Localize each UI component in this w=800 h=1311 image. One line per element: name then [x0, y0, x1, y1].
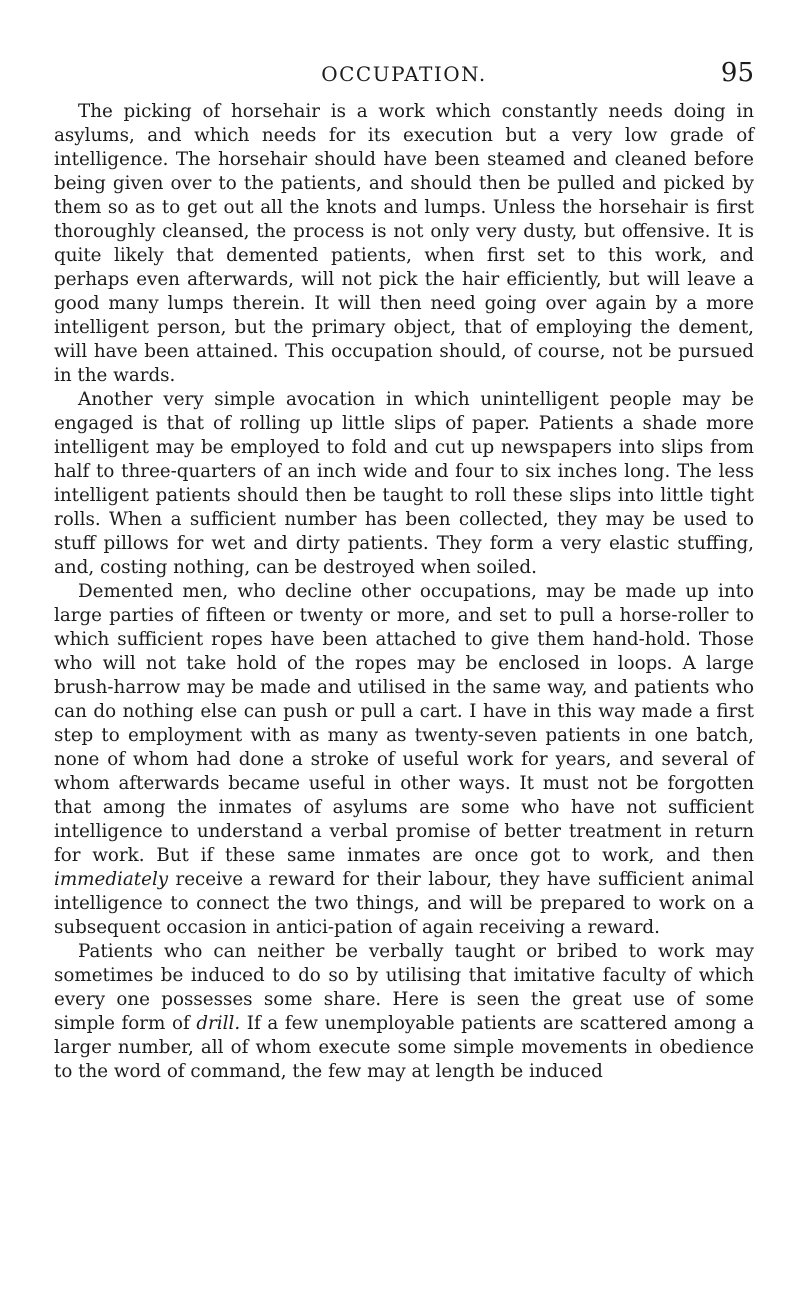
body-text [54, 100, 754, 1084]
paragraph-text: Demented men, who decline other occupations, may be made up into large parties of fifteen or twenty or more, and set to pull a horse-roller to which sufficient ropes have been attached to give them hand-hold. Those who will not take hold of the ropes may be enclosed in loops. A large brush-harrow may be made and utilised in the same way, and patients who can do nothing else can push or pull a cart. I have in this way made a first step to employment with as many as twenty-seven patients in one batch, none of whom had done a stroke of useful work for years, and several of whom afterwards became useful in other ways. It must not be forgotten that among the inmates of asylums are some who have not sufficient intelligence to understand a verbal promise of better treatment in return for work. But if these same inmates are once got to work, and then [54, 581, 754, 866]
running-head [54, 58, 754, 92]
chapter-title: OCCUPATION. [321, 62, 487, 86]
paragraph-text: If a few unemployable patients are scattered among a larger number, all of whom execute some simple movements in obedience to the word of command, the few may at length be induced [54, 1013, 754, 1082]
paragraph-demented-men [54, 580, 754, 940]
paragraph-horsehair: The picking of horsehair is a work which constantly needs doing in asylums, and which needs for its execution but a very low grade of intelligence. The horsehair should have been steamed and cleaned before being given over to the patients, and should then be pulled and picked by them so as to get out all the knots and lumps. Unless the horsehair is first thoroughly cleansed, the process is not only very dusty, but offensive. It is quite likely that demented patients, when first set to this work, and perhaps even afterwards, will not pick the hair efficiently, but will leave a good many lumps therein. It will then need going over again by a more intelligent person, but the primary object, that of employing the dement, will have been attained. This occupation should, of course, not be pursued in the wards. [54, 101, 754, 386]
emphasis-text: immediately [54, 869, 169, 890]
paragraph-drill [54, 940, 754, 1084]
paragraph-text: receive a reward for their labour, they have sufficient animal intelligence to connect the two things, and will be prepared to work on a subsequent occasion in antici-pation of again receiving a reward. [54, 869, 754, 938]
emphasis-text: drill. [196, 1013, 241, 1034]
page-number: 95 [720, 58, 754, 88]
paragraph-text: Patients who can neither be verbally taught or bribed to work may sometimes be induced to do so by utilising that imitative faculty of which every one possesses some share. Here is seen the great use of some simple form of [54, 941, 754, 1034]
paragraph-paper-slips: Another very simple avocation in which unintelligent people may be engaged is that of rolling up little slips of paper. Patients a shade more intelligent may be employed to fold and cut up newspapers into slips from half to three-quarters of an inch wide and four to six inches long. The less intelligent patients should then be taught to roll these slips into little tight rolls. When a sufficient number has been collected, they may be used to stuff pillows for wet and dirty patients. They form a very elastic stuffing, and, costing nothing, can be destroyed when soiled. [54, 389, 754, 578]
